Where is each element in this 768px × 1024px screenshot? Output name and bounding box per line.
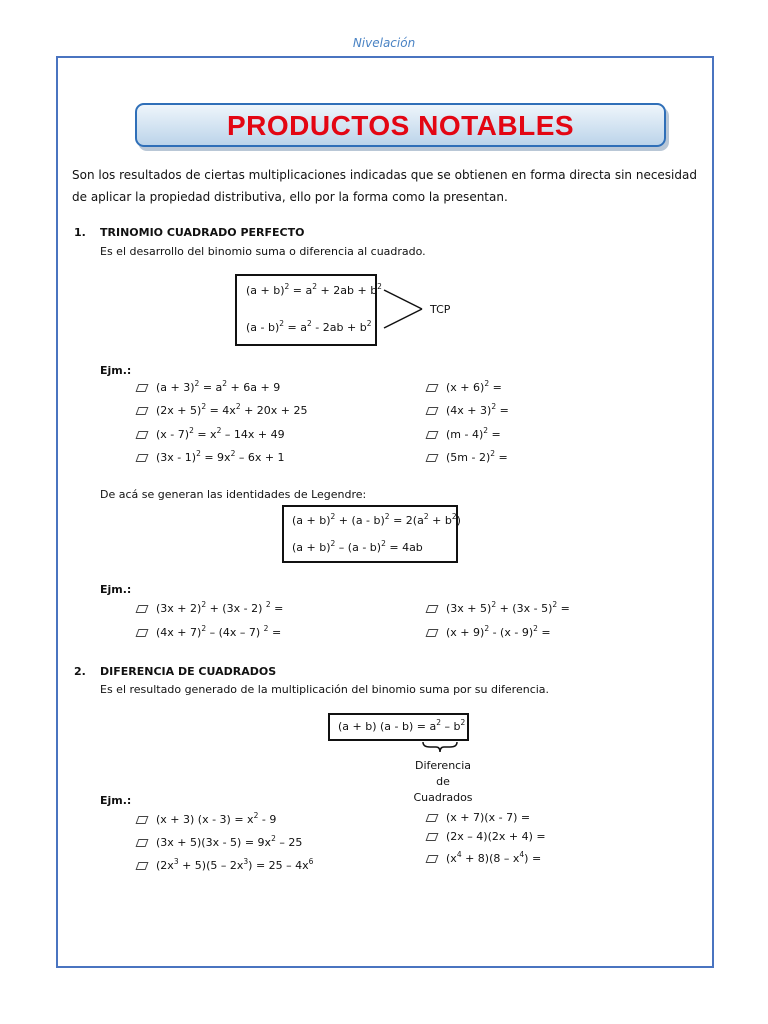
- checkbox-icon: [136, 605, 149, 613]
- difference-note: [408, 758, 478, 806]
- example-item: $(2x^3 + 5)(5 - 2x^3) = 25 - 4x^6$: [137, 859, 313, 872]
- checkbox-icon: [426, 629, 439, 637]
- legendre-formula-box: [282, 505, 461, 563]
- checkbox-icon: [136, 839, 149, 847]
- checkbox-icon: [426, 454, 439, 462]
- difference-formula: (a + b) $(a - b) = a^2 - b^2$: [338, 718, 466, 733]
- tcp-label: TCP: [430, 303, 451, 316]
- checkbox-icon: [426, 605, 439, 613]
- brace-icon: [420, 740, 460, 754]
- exercise-item: $(4x + 7)^2 - (4x - 7)$ $^2$ =: [137, 626, 281, 639]
- checkbox-icon: [136, 816, 149, 824]
- difference-formula-box: [328, 713, 469, 741]
- difference-note-line-2: Cuadrados: [413, 791, 473, 804]
- tcp-formula-box: [235, 274, 382, 346]
- page-title: PRODUCTOS NOTABLES: [226, 110, 575, 141]
- section-2-description: Es el resultado generado de la multiplicación del binomio suma por su diferencia.: [100, 683, 550, 696]
- example-item: $(2x + 5)^2 = 4x^2 + 20x + 25$: [137, 404, 308, 417]
- checkbox-icon: [426, 407, 439, 415]
- examples-label-1: Ejm.:: [100, 364, 132, 377]
- exercise-item: $(4x + 3)^2$ =: [427, 404, 509, 417]
- examples-label-2: Ejm.:: [100, 583, 132, 596]
- exercise-item: $(x^4 + 8)(8 - x^4)$ =: [427, 852, 541, 865]
- example-item: $(x - 7)^2 = x^2 - 14x + 49$: [137, 428, 285, 441]
- legendre-formula-2: $(a + b)^2 - (a - b)^2 = 4ab$: [292, 539, 423, 554]
- checkbox-icon: [136, 454, 149, 462]
- checkbox-icon: [136, 862, 149, 870]
- section-2-title: DIFERENCIA DE CUADRADOS: [100, 665, 277, 678]
- checkbox-icon: [426, 814, 439, 822]
- section-2-number: 2.: [74, 665, 86, 678]
- section-1-number: 1.: [74, 226, 86, 239]
- exercise-item: (2x – 4)(2x + 4) =: [427, 830, 546, 843]
- exercise-item: $(x + 6)^2$ =: [427, 381, 502, 394]
- checkbox-icon: [426, 855, 439, 863]
- tcp-bracket-lines: [382, 286, 426, 332]
- example-item: $(3x - 1)^2 = 9x^2 - 6x + 1$: [137, 451, 285, 464]
- checkbox-icon: [136, 629, 149, 637]
- difference-note-line-1: Diferencia de: [414, 759, 472, 788]
- exercise-item: $(3x + 2)^2 + (3x - 2)$ $^2$ =: [137, 602, 283, 615]
- checkbox-icon: [426, 431, 439, 439]
- checkbox-icon: [136, 407, 149, 415]
- section-1-description: Es el desarrollo del binomio suma o diferencia al cuadrado.: [100, 245, 426, 258]
- intro-paragraph: Son los resultados de ciertas multiplicaciones indicadas que se obtienen en forma directa sin necesidad de aplicar la propiedad distributiva, ello por la forma como la presentan.: [72, 168, 697, 204]
- example-item: (x + 3) $(x - 3) = x^2 - 9$: [137, 813, 276, 826]
- formula-diff-square: $(a - b)^2 = a^2 - 2ab + b^2$: [246, 319, 372, 334]
- checkbox-icon: [426, 384, 439, 392]
- formula-sum-square: $(a + b)^2 = a^2 + 2ab + b^2$: [246, 282, 382, 297]
- example-item: $(3x + 5)(3x - 5) = 9x^2 - 25$: [137, 836, 302, 849]
- title-banner: [135, 103, 666, 147]
- page-header: Nivelación: [352, 36, 416, 50]
- checkbox-icon: [426, 833, 439, 841]
- exercise-item: $(x + 9)^2 - (x - 9)^2$ =: [427, 626, 551, 639]
- checkbox-icon: [136, 384, 149, 392]
- checkbox-icon: [136, 431, 149, 439]
- examples-label-3: Ejm.:: [100, 794, 132, 807]
- legendre-intro: De acá se generan las identidades de Legendre:: [100, 488, 367, 501]
- exercise-item: (m - 4)$^2$ =: [427, 428, 501, 441]
- section-1-title: TRINOMIO CUADRADO PERFECTO: [100, 226, 305, 239]
- exercise-item: $(3x + 5)^2 + (3x - 5)^2$ =: [427, 602, 570, 615]
- example-item: $(a + 3)^2 = a^2 + 6a + 9$: [137, 381, 280, 394]
- exercise-item: (x + 7)(x - 7) =: [427, 811, 530, 824]
- legendre-formula-1: $(a + b)^2 + (a - b)^2 = 2(a^2 + b^2)$: [292, 512, 461, 527]
- exercise-item: (5m - 2)$^2$ =: [427, 451, 508, 464]
